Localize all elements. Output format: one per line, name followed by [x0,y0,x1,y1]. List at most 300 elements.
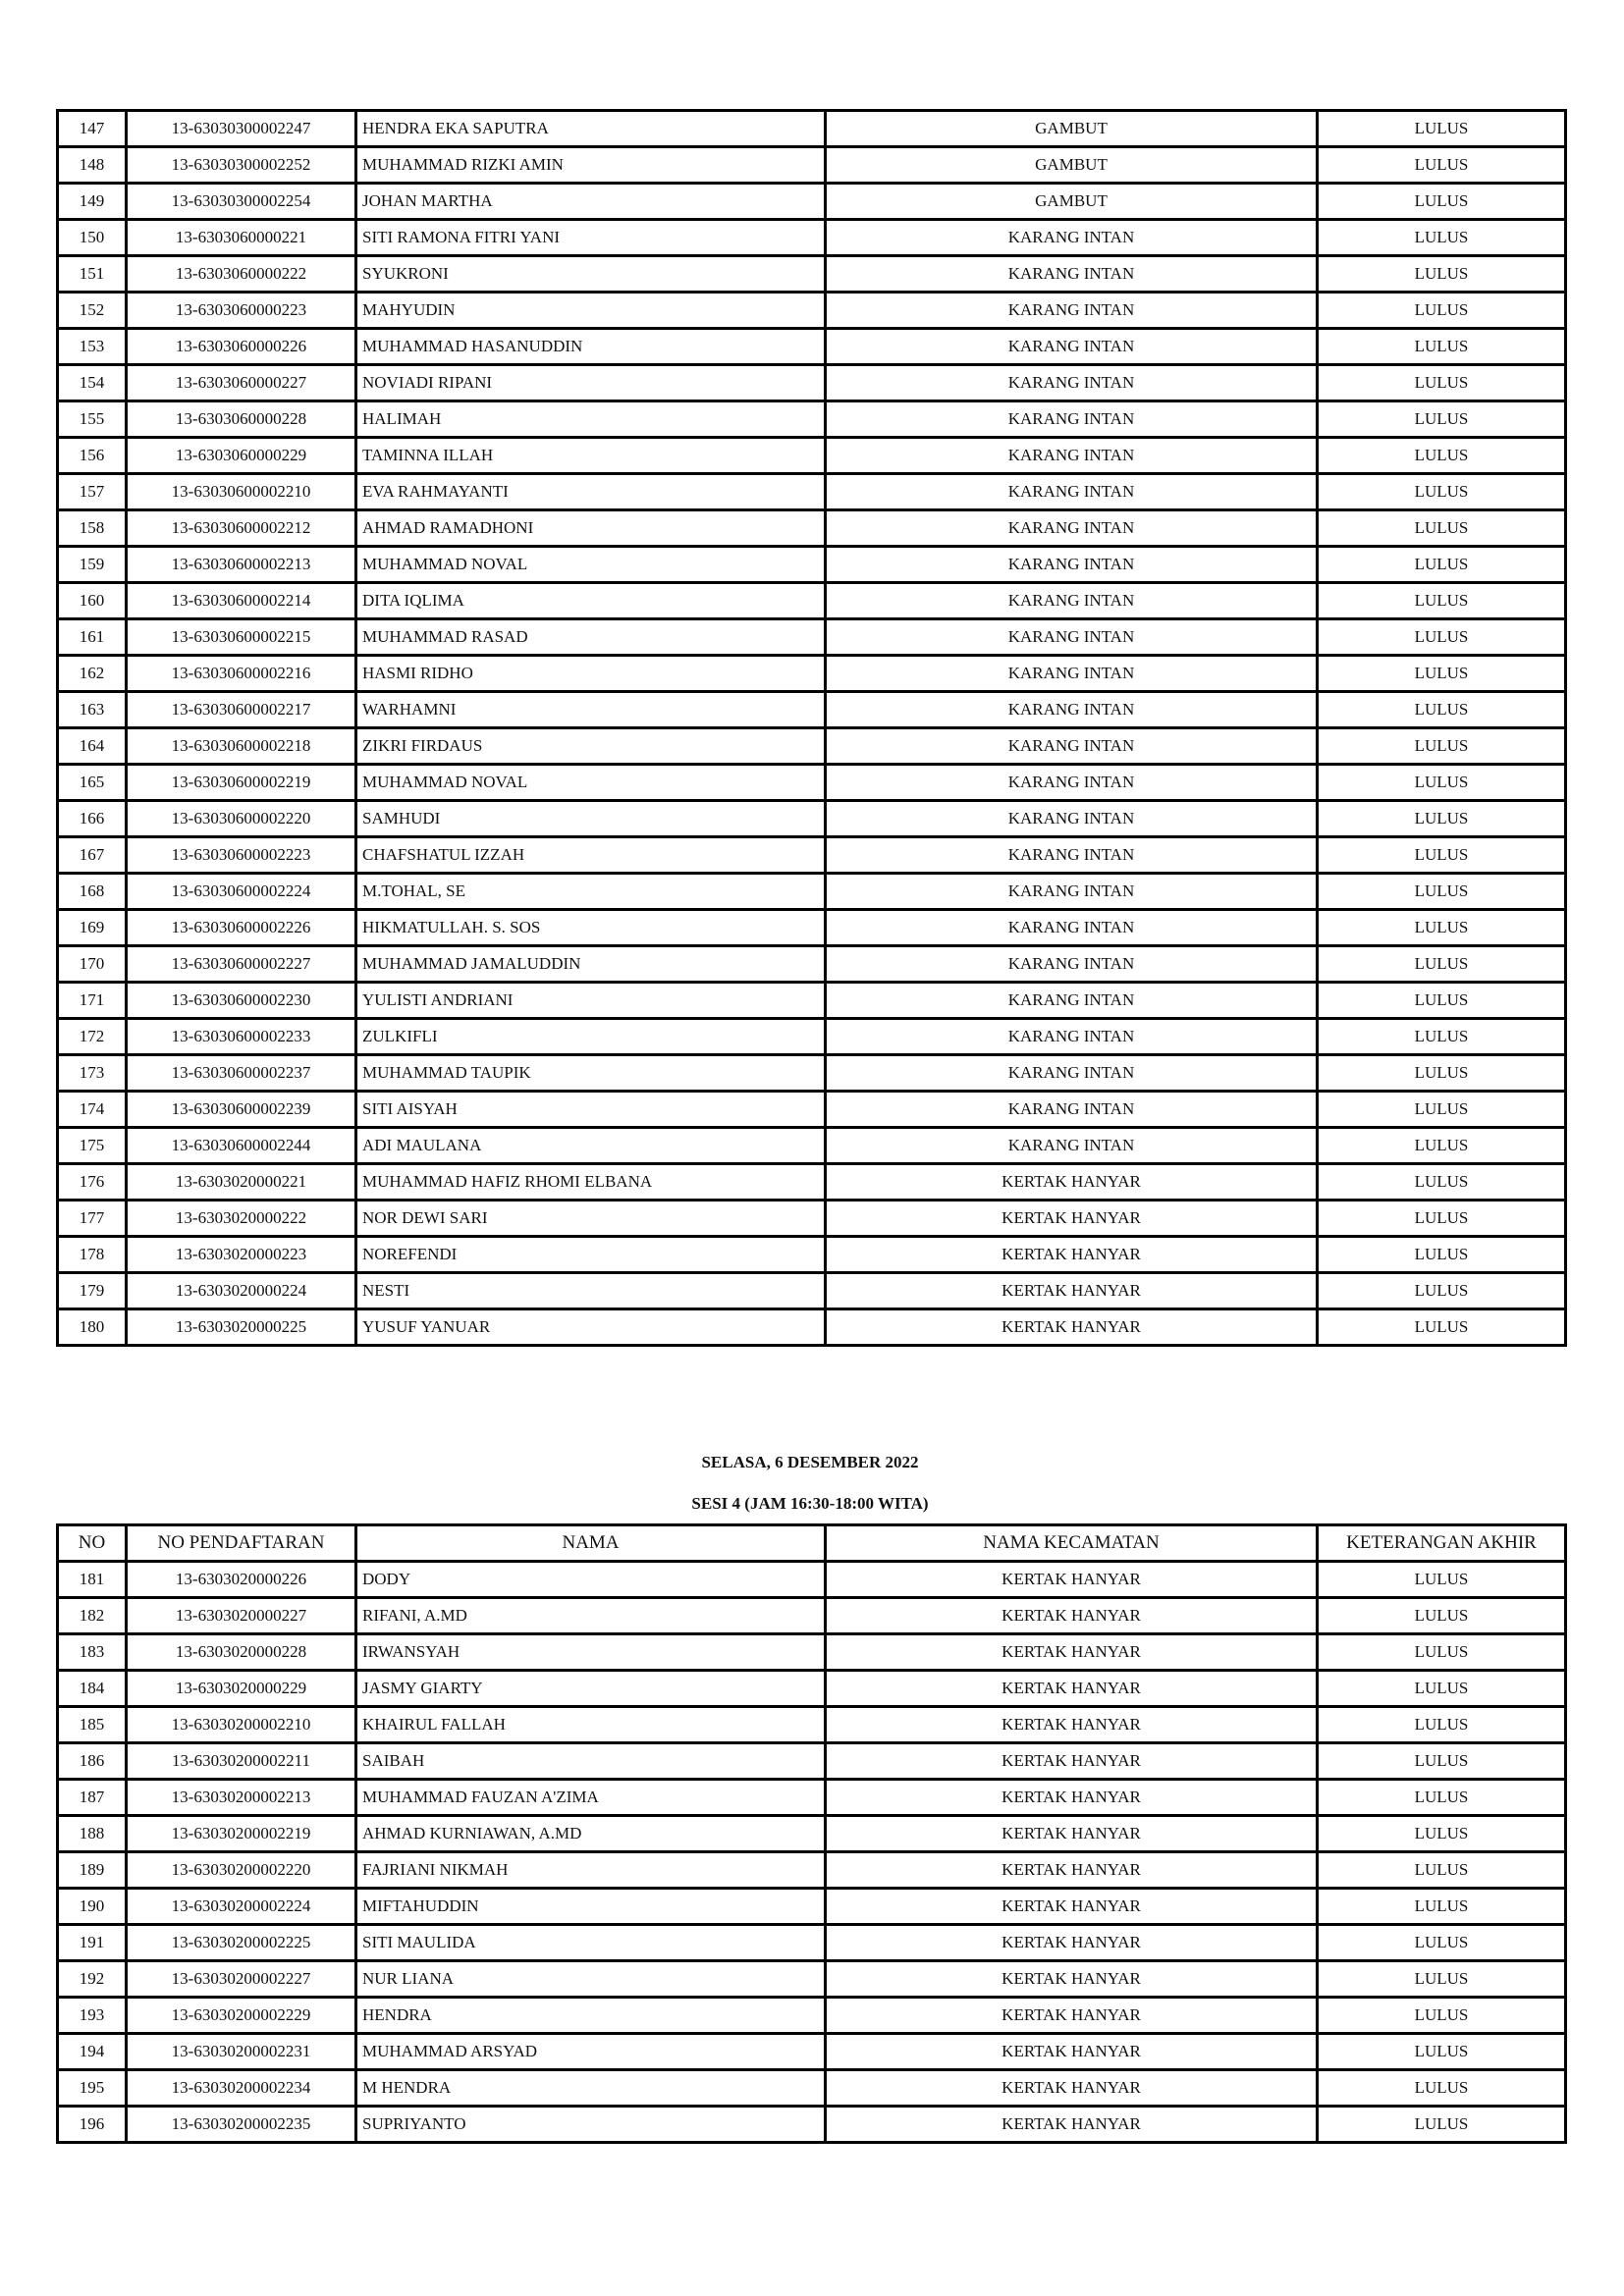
cell-district: KARANG INTAN [826,293,1318,329]
cell-no: 156 [58,438,127,474]
table-row [58,1998,1566,2034]
table-row [58,692,1566,728]
cell-result: LULUS [1318,1816,1566,1852]
cell-registration: 13-6303020000227 [127,1598,356,1634]
cell-name: M.TOHAL, SE [356,874,826,910]
cell-result: LULUS [1318,1961,1566,1998]
cell-name: SAMHUDI [356,801,826,837]
cell-result: LULUS [1318,401,1566,438]
table-row [58,2034,1566,2070]
cell-no: 177 [58,1201,127,1237]
cell-no: 182 [58,1598,127,1634]
cell-name: SYUKRONI [356,256,826,293]
cell-name: SUPRIYANTO [356,2107,826,2143]
table-row [58,1128,1566,1164]
cell-registration: 13-63030200002211 [127,1743,356,1780]
cell-name: IRWANSYAH [356,1634,826,1671]
cell-name: TAMINNA ILLAH [356,438,826,474]
cell-name: HALIMAH [356,401,826,438]
cell-registration: 13-6303060000221 [127,220,356,256]
cell-district: KERTAK HANYAR [826,1889,1318,1925]
cell-registration: 13-63030200002227 [127,1961,356,1998]
cell-no: 188 [58,1816,127,1852]
table2-body [58,1562,1566,2143]
cell-name: MUHAMMAD HASANUDDIN [356,329,826,365]
cell-registration: 13-6303060000222 [127,256,356,293]
cell-result: LULUS [1318,1055,1566,1092]
table-row [58,1273,1566,1309]
cell-no: 154 [58,365,127,401]
cell-district: GAMBUT [826,111,1318,147]
cell-result: LULUS [1318,1852,1566,1889]
cell-result: LULUS [1318,1634,1566,1671]
cell-registration: 13-6303060000226 [127,329,356,365]
cell-registration: 13-63030200002210 [127,1707,356,1743]
cell-name: HASMI RIDHO [356,656,826,692]
cell-no: 195 [58,2070,127,2107]
cell-result: LULUS [1318,2034,1566,2070]
cell-district: KERTAK HANYAR [826,1998,1318,2034]
cell-result: LULUS [1318,256,1566,293]
cell-result: LULUS [1318,728,1566,765]
column-header-name: NAMA [356,1525,826,1562]
cell-district: KERTAK HANYAR [826,1598,1318,1634]
cell-name: NOREFENDI [356,1237,826,1273]
cell-result: LULUS [1318,1562,1566,1598]
cell-name: MUHAMMAD RIZKI AMIN [356,147,826,184]
cell-registration: 13-63030200002219 [127,1816,356,1852]
cell-registration: 13-63030200002225 [127,1925,356,1961]
cell-district: KERTAK HANYAR [826,1743,1318,1780]
cell-no: 163 [58,692,127,728]
cell-name: EVA RAHMAYANTI [356,474,826,510]
cell-no: 165 [58,765,127,801]
cell-district: KARANG INTAN [826,365,1318,401]
cell-registration: 13-6303060000229 [127,438,356,474]
cell-result: LULUS [1318,184,1566,220]
cell-district: KARANG INTAN [826,656,1318,692]
cell-no: 180 [58,1309,127,1346]
cell-registration: 13-63030200002224 [127,1889,356,1925]
cell-registration: 13-63030600002219 [127,765,356,801]
cell-no: 147 [58,111,127,147]
cell-district: KARANG INTAN [826,692,1318,728]
cell-no: 164 [58,728,127,765]
table-row [58,2107,1566,2143]
cell-result: LULUS [1318,765,1566,801]
cell-registration: 13-63030200002231 [127,2034,356,2070]
table-row [58,1961,1566,1998]
table-row [58,1598,1566,1634]
cell-registration: 13-63030300002252 [127,147,356,184]
cell-district: KARANG INTAN [826,220,1318,256]
cell-district: KERTAK HANYAR [826,1237,1318,1273]
table-row [58,1634,1566,1671]
column-header-no: NO [58,1525,127,1562]
cell-no: 152 [58,293,127,329]
cell-district: KERTAK HANYAR [826,1273,1318,1309]
cell-result: LULUS [1318,874,1566,910]
table1-body [58,111,1566,1346]
cell-registration: 13-63030200002235 [127,2107,356,2143]
cell-district: KARANG INTAN [826,910,1318,946]
cell-no: 173 [58,1055,127,1092]
table-row [58,1743,1566,1780]
cell-result: LULUS [1318,946,1566,983]
cell-result: LULUS [1318,1998,1566,2034]
cell-district: KERTAK HANYAR [826,1925,1318,1961]
cell-result: LULUS [1318,220,1566,256]
cell-registration: 13-63030600002226 [127,910,356,946]
cell-registration: 13-6303020000223 [127,1237,356,1273]
cell-name: MIFTAHUDDIN [356,1889,826,1925]
table-row [58,1707,1566,1743]
table-row [58,1309,1566,1346]
cell-district: KARANG INTAN [826,837,1318,874]
cell-result: LULUS [1318,1671,1566,1707]
table-row [58,1816,1566,1852]
cell-result: LULUS [1318,365,1566,401]
cell-result: LULUS [1318,910,1566,946]
cell-district: KARANG INTAN [826,583,1318,619]
cell-no: 161 [58,619,127,656]
cell-name: FAJRIANI NIKMAH [356,1852,826,1889]
table-row [58,256,1566,293]
cell-district: KERTAK HANYAR [826,1961,1318,1998]
cell-no: 186 [58,1743,127,1780]
cell-no: 148 [58,147,127,184]
cell-name: ADI MAULANA [356,1128,826,1164]
cell-no: 176 [58,1164,127,1201]
cell-result: LULUS [1318,1889,1566,1925]
cell-district: KERTAK HANYAR [826,2107,1318,2143]
cell-district: KARANG INTAN [826,474,1318,510]
cell-no: 174 [58,1092,127,1128]
table-row [58,874,1566,910]
cell-result: LULUS [1318,1019,1566,1055]
cell-district: KARANG INTAN [826,983,1318,1019]
cell-no: 185 [58,1707,127,1743]
cell-no: 175 [58,1128,127,1164]
cell-district: KARANG INTAN [826,1019,1318,1055]
cell-result: LULUS [1318,983,1566,1019]
cell-result: LULUS [1318,1309,1566,1346]
table-header-row [58,1525,1566,1562]
cell-name: WARHAMNI [356,692,826,728]
cell-result: LULUS [1318,1128,1566,1164]
table-row [58,1237,1566,1273]
cell-registration: 13-63030600002237 [127,1055,356,1092]
cell-registration: 13-6303020000222 [127,1201,356,1237]
cell-no: 191 [58,1925,127,1961]
column-header-district: NAMA KECAMATAN [826,1525,1318,1562]
cell-district: KARANG INTAN [826,765,1318,801]
cell-registration: 13-63030600002215 [127,619,356,656]
table-row [58,401,1566,438]
cell-district: KERTAK HANYAR [826,1562,1318,1598]
table-row [58,910,1566,946]
session-time-heading: SESI 4 (JAM 16:30-18:00 WITA) [691,1494,929,1513]
table-row [58,474,1566,510]
cell-registration: 13-63030600002218 [127,728,356,765]
cell-name: MUHAMMAD NOVAL [356,547,826,583]
cell-no: 172 [58,1019,127,1055]
cell-registration: 13-63030600002227 [127,946,356,983]
cell-registration: 13-63030600002214 [127,583,356,619]
cell-name: MUHAMMAD ARSYAD [356,2034,826,2070]
table-row [58,147,1566,184]
table-row [58,1889,1566,1925]
cell-name: JASMY GIARTY [356,1671,826,1707]
table-row [58,111,1566,147]
column-header-result: KETERANGAN AKHIR [1318,1525,1566,1562]
cell-district: KARANG INTAN [826,256,1318,293]
table-row [58,1852,1566,1889]
cell-no: 159 [58,547,127,583]
cell-district: KERTAK HANYAR [826,1671,1318,1707]
cell-district: KERTAK HANYAR [826,1852,1318,1889]
cell-no: 179 [58,1273,127,1309]
cell-registration: 13-63030200002229 [127,1998,356,2034]
cell-name: MUHAMMAD HAFIZ RHOMI ELBANA [356,1164,826,1201]
cell-result: LULUS [1318,1092,1566,1128]
cell-name: YULISTI ANDRIANI [356,983,826,1019]
cell-registration: 13-63030600002239 [127,1092,356,1128]
cell-district: KARANG INTAN [826,547,1318,583]
table-row [58,1055,1566,1092]
cell-no: 167 [58,837,127,874]
cell-name: SAIBAH [356,1743,826,1780]
cell-registration: 13-63030200002213 [127,1780,356,1816]
cell-name: SITI MAULIDA [356,1925,826,1961]
cell-district: KERTAK HANYAR [826,1201,1318,1237]
cell-result: LULUS [1318,1707,1566,1743]
cell-registration: 13-6303020000229 [127,1671,356,1707]
cell-no: 181 [58,1562,127,1598]
cell-no: 187 [58,1780,127,1816]
table-row [58,619,1566,656]
table-row [58,765,1566,801]
cell-name: DODY [356,1562,826,1598]
cell-no: 153 [58,329,127,365]
cell-district: KERTAK HANYAR [826,1707,1318,1743]
cell-result: LULUS [1318,111,1566,147]
cell-no: 166 [58,801,127,837]
cell-registration: 13-6303020000226 [127,1562,356,1598]
cell-no: 155 [58,401,127,438]
table-row [58,583,1566,619]
cell-district: KERTAK HANYAR [826,1164,1318,1201]
table-row [58,1671,1566,1707]
cell-name: HENDRA EKA SAPUTRA [356,111,826,147]
table-row [58,547,1566,583]
cell-district: KERTAK HANYAR [826,1816,1318,1852]
cell-name: SITI AISYAH [356,1092,826,1128]
cell-registration: 13-6303060000228 [127,401,356,438]
cell-registration: 13-6303020000228 [127,1634,356,1671]
cell-district: KERTAK HANYAR [826,1634,1318,1671]
cell-registration: 13-63030600002212 [127,510,356,547]
cell-district: KERTAK HANYAR [826,2070,1318,2107]
cell-result: LULUS [1318,837,1566,874]
cell-registration: 13-63030200002220 [127,1852,356,1889]
cell-result: LULUS [1318,583,1566,619]
cell-no: 171 [58,983,127,1019]
cell-registration: 13-63030600002217 [127,692,356,728]
cell-name: SITI RAMONA FITRI YANI [356,220,826,256]
session-date-heading: SELASA, 6 DESEMBER 2022 [701,1453,919,1471]
cell-registration: 13-63030600002244 [127,1128,356,1164]
table-row [58,1019,1566,1055]
cell-district: GAMBUT [826,147,1318,184]
cell-result: LULUS [1318,1237,1566,1273]
cell-result: LULUS [1318,438,1566,474]
cell-no: 189 [58,1852,127,1889]
cell-district: KARANG INTAN [826,801,1318,837]
cell-no: 196 [58,2107,127,2143]
table-row [58,2070,1566,2107]
table-row [58,1780,1566,1816]
cell-district: KARANG INTAN [826,728,1318,765]
table-row [58,1562,1566,1598]
cell-district: KARANG INTAN [826,1128,1318,1164]
cell-name: HIKMATULLAH. S. SOS [356,910,826,946]
column-header-registration: NO PENDAFTARAN [127,1525,356,1562]
cell-name: M HENDRA [356,2070,826,2107]
table-row [58,946,1566,983]
table-row [58,656,1566,692]
cell-no: 178 [58,1237,127,1273]
cell-registration: 13-6303060000227 [127,365,356,401]
cell-name: NUR LIANA [356,1961,826,1998]
cell-result: LULUS [1318,619,1566,656]
cell-name: MUHAMMAD NOVAL [356,765,826,801]
cell-result: LULUS [1318,510,1566,547]
cell-name: YUSUF YANUAR [356,1309,826,1346]
cell-result: LULUS [1318,692,1566,728]
table-row [58,1201,1566,1237]
cell-no: 150 [58,220,127,256]
cell-result: LULUS [1318,147,1566,184]
cell-result: LULUS [1318,2107,1566,2143]
cell-result: LULUS [1318,1925,1566,1961]
cell-no: 149 [58,184,127,220]
cell-registration: 13-6303020000221 [127,1164,356,1201]
cell-name: NOVIADI RIPANI [356,365,826,401]
cell-no: 190 [58,1889,127,1925]
cell-registration: 13-6303060000223 [127,293,356,329]
cell-result: LULUS [1318,1598,1566,1634]
cell-district: KERTAK HANYAR [826,1780,1318,1816]
table-row [58,801,1566,837]
cell-district: KARANG INTAN [826,1092,1318,1128]
cell-no: 170 [58,946,127,983]
table-row [58,329,1566,365]
cell-name: MUHAMMAD TAUPIK [356,1055,826,1092]
table-row [58,1092,1566,1128]
cell-district: KARANG INTAN [826,510,1318,547]
cell-name: ZULKIFLI [356,1019,826,1055]
cell-name: AHMAD RAMADHONI [356,510,826,547]
cell-district: KARANG INTAN [826,401,1318,438]
cell-name: CHAFSHATUL IZZAH [356,837,826,874]
cell-name: RIFANI, A.MD [356,1598,826,1634]
cell-result: LULUS [1318,474,1566,510]
cell-district: KERTAK HANYAR [826,2034,1318,2070]
cell-name: MAHYUDIN [356,293,826,329]
cell-registration: 13-63030300002254 [127,184,356,220]
cell-result: LULUS [1318,1273,1566,1309]
cell-name: NOR DEWI SARI [356,1201,826,1237]
results-table-continued [56,109,1567,1347]
cell-name: MUHAMMAD JAMALUDDIN [356,946,826,983]
cell-no: 157 [58,474,127,510]
table-row [58,184,1566,220]
cell-no: 158 [58,510,127,547]
cell-result: LULUS [1318,1780,1566,1816]
table-row [58,837,1566,874]
cell-no: 162 [58,656,127,692]
cell-result: LULUS [1318,2070,1566,2107]
cell-name: DITA IQLIMA [356,583,826,619]
cell-registration: 13-63030600002224 [127,874,356,910]
table-row [58,1925,1566,1961]
cell-name: HENDRA [356,1998,826,2034]
cell-result: LULUS [1318,329,1566,365]
cell-result: LULUS [1318,547,1566,583]
table-row [58,293,1566,329]
cell-district: KERTAK HANYAR [826,1309,1318,1346]
cell-district: KARANG INTAN [826,1055,1318,1092]
table-row [58,510,1566,547]
cell-no: 184 [58,1671,127,1707]
cell-registration: 13-63030200002234 [127,2070,356,2107]
cell-name: AHMAD KURNIAWAN, A.MD [356,1816,826,1852]
cell-name: MUHAMMAD RASAD [356,619,826,656]
table-row [58,365,1566,401]
cell-registration: 13-6303020000225 [127,1309,356,1346]
cell-no: 183 [58,1634,127,1671]
cell-registration: 13-63030600002220 [127,801,356,837]
cell-name: ZIKRI FIRDAUS [356,728,826,765]
cell-no: 169 [58,910,127,946]
cell-no: 193 [58,1998,127,2034]
cell-registration: 13-6303020000224 [127,1273,356,1309]
cell-registration: 13-63030600002223 [127,837,356,874]
cell-registration: 13-63030600002213 [127,547,356,583]
cell-registration: 13-63030600002230 [127,983,356,1019]
cell-registration: 13-63030600002233 [127,1019,356,1055]
cell-name: MUHAMMAD FAUZAN A'ZIMA [356,1780,826,1816]
cell-name: JOHAN MARTHA [356,184,826,220]
cell-no: 168 [58,874,127,910]
cell-district: KARANG INTAN [826,329,1318,365]
cell-no: 192 [58,1961,127,1998]
cell-no: 151 [58,256,127,293]
cell-name: KHAIRUL FALLAH [356,1707,826,1743]
cell-registration: 13-63030600002216 [127,656,356,692]
cell-district: KARANG INTAN [826,946,1318,983]
cell-result: LULUS [1318,1743,1566,1780]
cell-district: KARANG INTAN [826,619,1318,656]
cell-no: 194 [58,2034,127,2070]
table-row [58,983,1566,1019]
cell-result: LULUS [1318,656,1566,692]
cell-result: LULUS [1318,1201,1566,1237]
table-row [58,728,1566,765]
cell-result: LULUS [1318,293,1566,329]
table-row [58,1164,1566,1201]
